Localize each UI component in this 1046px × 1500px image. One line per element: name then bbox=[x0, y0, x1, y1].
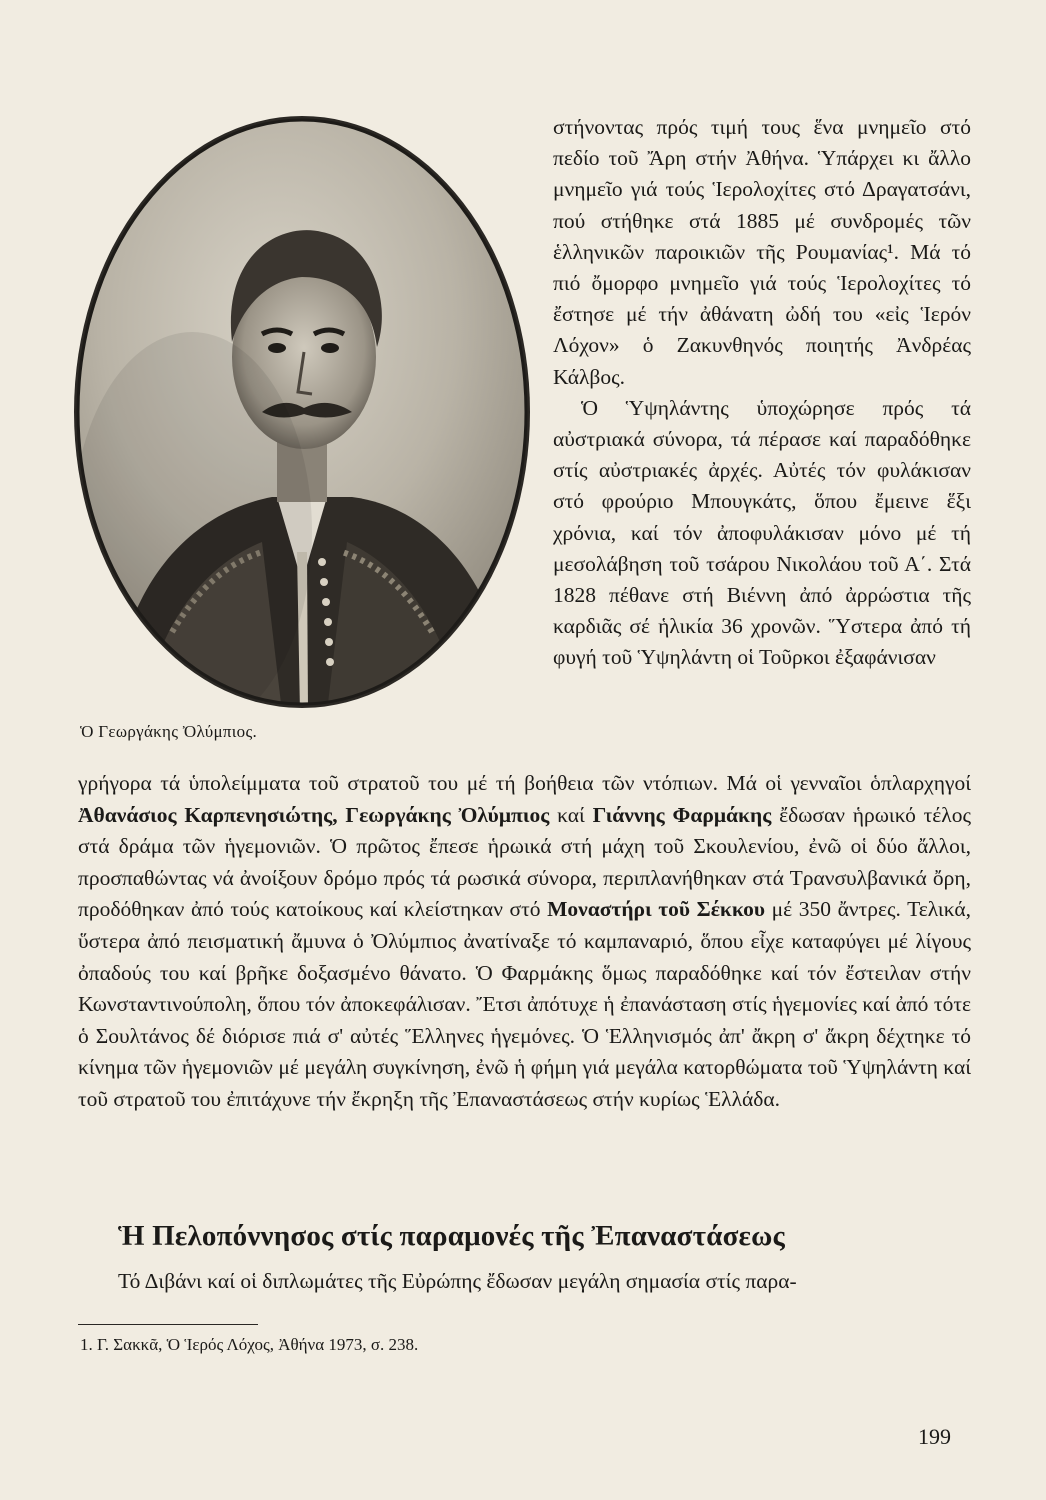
paragraph: στήνοντας πρός τιμή τους ἕνα μνημεῖο στό πεδίο τοῦ Ἄρη στήν Ἀθήνα. Ὑπάρχει κι ἄλλο μνημεῖο γιά τούς Ἱερολοχίτες στό Δραγατσάνι, πού στήθηκε στά 1885 μέ συνδρομές τῶν ἑλληνικῶν παροικιῶν τῆς Ρουμανίας¹. Μά τό πιό ὄμορφο μνημεῖο γιά τούς Ἱερολοχίτες τό ἔστησε μέ τήν ἀθάνατη ὠδή του «εἰς Ἱερόν Λόχον» ὁ Ζακυνθηνός ποιητής Ἀνδρέας Κάλβος. bbox=[553, 115, 971, 389]
full-width-text bbox=[78, 768, 971, 1116]
text-run: γρήγορα τά ὑπολείμματα τοῦ στρατοῦ του μέ τή βοήθεια τῶν ντόπιων. Μά οἱ γενναῖοι ὁπλαρχηγοί bbox=[78, 771, 971, 795]
text-run: μέ 350 ἄντρες. Τελικά, ὕστερα ἀπό πεισματική ἄμυνα ὁ Ὀλύμπιος ἀνατίναξε τό καμπαναριό, ὅπου εἶχε καταφύγει μέ λίγους ὀπαδούς του καί βρῆκε δοξασμένο θάνατο. Ὁ Φαρμάκης ὅμως παραδόθηκε καί τόν ἔστειλαν στήν Κωνσταντινούπολη, ὅπου τόν ἀποκεφάλισαν. Ἔτσι ἀπότυχε ἡ ἐπανάσταση στίς ἡγεμονίες καί ἀπό τότε ὁ Σουλτάνος δέ διόρισε πιά σ' αὐτές Ἕλληνες ἡγεμόνες. Ὁ Ἑλληνισμός ἀπ' ἄκρη σ' ἄκρη δέχτηκε τό κίνημα τῶν ἡγεμονιῶν μέ μεγάλη συγκίνηση, ἐνῶ ἡ φήμη γιά μεγάλα κατορθώματα τοῦ Ὑψηλάντη καί τοῦ στρατοῦ του ἐπιτάχυνε τήν ἔκρηξη τῆς Ἐπαναστάσεως στήν κυρίως Ἑλλάδα. bbox=[78, 897, 971, 1111]
section-heading: Ἡ Πελοπόννησος στίς παραμονές τῆς Ἐπαναστάσεως bbox=[118, 1220, 785, 1252]
text-run: καί bbox=[549, 802, 593, 827]
portrait-caption: Ὁ Γεωργάκης Ὀλύμπιος. bbox=[80, 722, 258, 741]
text-run: ἔδωσαν ἡρωικό τέλος στά δράμα τῶν ἡγεμονιῶν. Ὁ πρῶτος ἔπεσε ἡρωικά στή μάχη τοῦ Σκουλενίου, ἐνῶ οἱ δύο ἄλλοι, προσπαθώντας νά ἀνοίξουν δρόμο πρός τά ρωσικά σύνορα, περιπλανήθηκαν στά Τρανσυλβανικά ὄρη, προδόθηκαν ἀπό τούς κατοίκους καί κλείστηκαν στό bbox=[78, 802, 971, 922]
portrait-image bbox=[72, 112, 532, 712]
portrait-icon bbox=[72, 112, 532, 712]
paragraph bbox=[78, 768, 971, 1116]
footnote-divider bbox=[78, 1324, 258, 1325]
page-number: 199 bbox=[918, 1424, 951, 1449]
bold-name: Γιάννης Φαρμάκης bbox=[592, 802, 772, 827]
bold-place: Μοναστήρι τοῦ Σέκκου bbox=[547, 897, 766, 922]
right-column-text bbox=[553, 112, 971, 674]
bold-names: Ἀθανάσιος Καρπενησιώτης, Γεωργάκης Ὀλύμπιος bbox=[78, 802, 550, 827]
paragraph: Ὁ Ὑψηλάντης ὑποχώρησε πρός τά αὐστριακά σύνορα, τά πέρασε καί παραδόθηκε στίς αὐστριακές ἀρχές. Αὐτές τόν φυλάκισαν στό φρούριο Μπουγκάτς, ὅπου ἔμεινε ἕξι χρόνια, καί τόν ἀποφυλάκισαν μόνο μέ τή μεσολάβηση τοῦ τσάρου Νικολάου τοῦ Α΄. Στά 1828 πέθανε στή Βιέννη ἀπό ἀρρώστια τῆς καρδιᾶς σέ ἡλικία 36 χρονῶν. Ὕστερα ἀπό τή φυγή τοῦ Ὑψηλάντη οἱ Τοῦρκοι ἐξαφάνισαν bbox=[553, 395, 971, 670]
footnote: 1. Γ. Σακκᾶ, Ὁ Ἱερός Λόχος, Ἀθήνα 1973, σ. 238. bbox=[80, 1335, 419, 1354]
section-first-line: Τό Διβάνι καί οἱ διπλωμάτες τῆς Εὐρώπης ἔδωσαν μεγάλη σημασία στίς παρα- bbox=[118, 1269, 797, 1293]
